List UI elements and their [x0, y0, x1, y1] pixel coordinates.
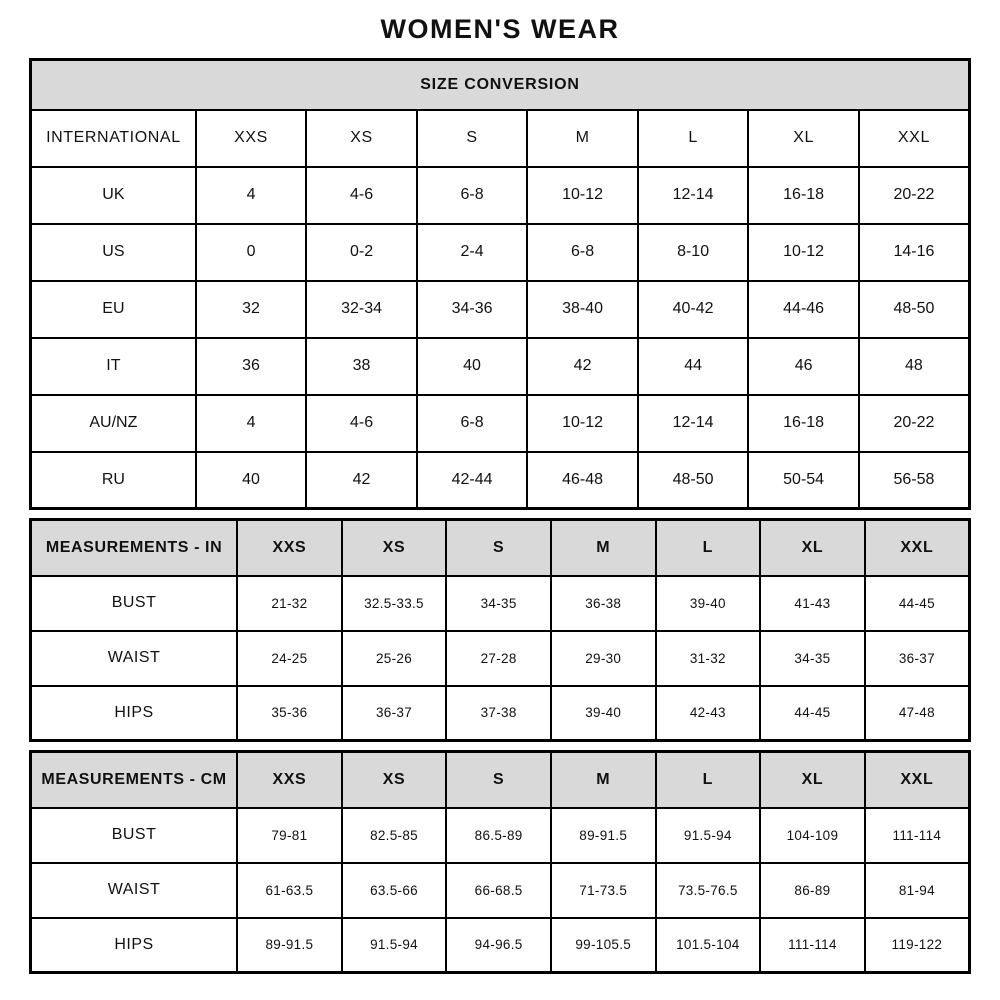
- measurements-in-row-cell: 39-40: [656, 576, 761, 631]
- measurements-in-row-cell: 27-28: [446, 631, 551, 686]
- measurements-cm-row-cell: 111-114: [865, 808, 970, 863]
- size-conversion-row: [31, 167, 970, 224]
- size-conversion-banner-row: [31, 60, 970, 110]
- size-conversion-row-cell: 4: [196, 395, 307, 452]
- size-conversion-row-cell: 4-6: [306, 167, 417, 224]
- size-conversion-row-cell: 32: [196, 281, 307, 338]
- size-conversion-row-label: AU/NZ: [31, 395, 196, 452]
- size-conversion-row-cell: 38-40: [527, 281, 638, 338]
- measurements-in-row-label: HIPS: [31, 686, 238, 741]
- measurements-cm-row-cell: 99-105.5: [551, 918, 656, 973]
- measurements-cm-row-cell: 86-89: [760, 863, 865, 918]
- size-conversion-row-cell: 4-6: [306, 395, 417, 452]
- size-conversion-row-cell: 2-4: [417, 224, 528, 281]
- page-title: WOMEN'S WEAR: [380, 14, 620, 44]
- measurements-in-row-cell: 39-40: [551, 686, 656, 741]
- measurements-in-size-header: L: [656, 520, 761, 576]
- measurements-cm-size-header: XXS: [237, 752, 342, 808]
- size-conversion-row-cell: 44-46: [748, 281, 859, 338]
- measurements-in-row-cell: 44-45: [865, 576, 970, 631]
- size-conversion-row: [31, 281, 970, 338]
- size-conversion-row-label: IT: [31, 338, 196, 395]
- size-conversion-row-cell: 6-8: [417, 395, 528, 452]
- measurements-cm-row-label: HIPS: [31, 918, 238, 973]
- measurements-cm-row-cell: 82.5-85: [342, 808, 447, 863]
- size-conversion-row-cell: 48: [859, 338, 970, 395]
- measurements-cm-row-cell: 101.5-104: [656, 918, 761, 973]
- measurements-cm-row: [31, 808, 970, 863]
- size-conversion-row-cell: 46-48: [527, 452, 638, 509]
- measurements-cm-row-cell: 66-68.5: [446, 863, 551, 918]
- measurements-in-row-label: WAIST: [31, 631, 238, 686]
- measurements-in-row: [31, 686, 970, 741]
- size-conversion-row-cell: 6-8: [527, 224, 638, 281]
- size-conversion-row-cell: 6-8: [417, 167, 528, 224]
- measurements-in-row-cell: 24-25: [237, 631, 342, 686]
- measurements-in-row-cell: 31-32: [656, 631, 761, 686]
- size-conversion-row: [31, 395, 970, 452]
- size-conversion-row-cell: 42: [306, 452, 417, 509]
- size-conversion-row-cell: 20-22: [859, 167, 970, 224]
- size-conversion-row-label: US: [31, 224, 196, 281]
- measurements-cm-row-label: WAIST: [31, 863, 238, 918]
- measurements-in-row-cell: 29-30: [551, 631, 656, 686]
- measurements-cm-row-cell: 81-94: [865, 863, 970, 918]
- size-conversion-row-cell: 40: [196, 452, 307, 509]
- size-conversion-row: [31, 452, 970, 509]
- size-conversion-row-cell: 10-12: [748, 224, 859, 281]
- size-conversion-row-cell: 20-22: [859, 395, 970, 452]
- measurements-cm-row-cell: 89-91.5: [551, 808, 656, 863]
- measurements-cm-row-cell: 91.5-94: [342, 918, 447, 973]
- size-conversion-size-header: M: [527, 110, 638, 167]
- size-conversion-first-column-header: INTERNATIONAL: [31, 110, 196, 167]
- size-conversion-row-cell: 50-54: [748, 452, 859, 509]
- size-conversion-size-header: XXS: [196, 110, 307, 167]
- size-conversion-table: [29, 58, 971, 510]
- measurements-cm-row-cell: 94-96.5: [446, 918, 551, 973]
- size-conversion-row-cell: 12-14: [638, 395, 749, 452]
- measurements-cm-size-header: L: [656, 752, 761, 808]
- measurements-in-row-cell: 34-35: [446, 576, 551, 631]
- measurements-cm-row-cell: 73.5-76.5: [656, 863, 761, 918]
- measurements-in-header-row: [31, 520, 970, 576]
- measurements-in-row-cell: 44-45: [760, 686, 865, 741]
- size-conversion-row-label: RU: [31, 452, 196, 509]
- measurements-cm-row-cell: 89-91.5: [237, 918, 342, 973]
- measurements-in-row-cell: 37-38: [446, 686, 551, 741]
- size-conversion-row-cell: 10-12: [527, 167, 638, 224]
- size-conversion-row-cell: 42-44: [417, 452, 528, 509]
- measurements-cm-row-cell: 119-122: [865, 918, 970, 973]
- measurements-cm-row-cell: 86.5-89: [446, 808, 551, 863]
- size-conversion-row-cell: 32-34: [306, 281, 417, 338]
- measurements-cm-row: [31, 918, 970, 973]
- measurements-in-size-header: M: [551, 520, 656, 576]
- measurements-in-row-cell: 47-48: [865, 686, 970, 741]
- size-conversion-row-cell: 34-36: [417, 281, 528, 338]
- measurements-cm-row-cell: 111-114: [760, 918, 865, 973]
- size-conversion-size-header: XS: [306, 110, 417, 167]
- size-conversion-row-cell: 8-10: [638, 224, 749, 281]
- measurements-in-row-label: BUST: [31, 576, 238, 631]
- measurements-in-size-header: XXS: [237, 520, 342, 576]
- measurements-in-table: [29, 518, 971, 742]
- measurements-in-row-cell: 34-35: [760, 631, 865, 686]
- measurements-in-row: [31, 576, 970, 631]
- size-conversion-size-header: L: [638, 110, 749, 167]
- measurements-in-row-cell: 41-43: [760, 576, 865, 631]
- size-conversion-row-cell: 0-2: [306, 224, 417, 281]
- measurements-cm-title: MEASUREMENTS - CM: [31, 752, 238, 808]
- measurements-in-row-cell: 25-26: [342, 631, 447, 686]
- measurements-in-size-header: XL: [760, 520, 865, 576]
- size-conversion-row-cell: 16-18: [748, 395, 859, 452]
- size-conversion-row-cell: 12-14: [638, 167, 749, 224]
- measurements-cm-row-cell: 63.5-66: [342, 863, 447, 918]
- measurements-in-row-cell: 36-37: [342, 686, 447, 741]
- size-conversion-row-cell: 46: [748, 338, 859, 395]
- size-conversion-row-cell: 48-50: [859, 281, 970, 338]
- measurements-in-title: MEASUREMENTS - IN: [31, 520, 238, 576]
- measurements-cm-header-row: [31, 752, 970, 808]
- size-conversion-row-label: EU: [31, 281, 196, 338]
- measurements-cm-size-header: S: [446, 752, 551, 808]
- measurements-cm-size-header: XL: [760, 752, 865, 808]
- measurements-in-size-header: XXL: [865, 520, 970, 576]
- size-conversion-size-header: XXL: [859, 110, 970, 167]
- measurements-cm-size-header: XXL: [865, 752, 970, 808]
- measurements-cm-row: [31, 863, 970, 918]
- size-conversion-size-header: XL: [748, 110, 859, 167]
- measurements-in-row-cell: 42-43: [656, 686, 761, 741]
- measurements-in-size-header: S: [446, 520, 551, 576]
- measurements-cm-row-cell: 91.5-94: [656, 808, 761, 863]
- size-conversion-row-cell: 42: [527, 338, 638, 395]
- size-conversion-banner: SIZE CONVERSION: [31, 60, 970, 110]
- size-conversion-row: [31, 338, 970, 395]
- size-conversion-row-cell: 14-16: [859, 224, 970, 281]
- measurements-cm-size-header: XS: [342, 752, 447, 808]
- measurements-cm-size-header: M: [551, 752, 656, 808]
- measurements-in-row-cell: 21-32: [237, 576, 342, 631]
- size-conversion-row: [31, 224, 970, 281]
- size-conversion-row-cell: 10-12: [527, 395, 638, 452]
- size-conversion-row-cell: 48-50: [638, 452, 749, 509]
- measurements-cm-row-label: BUST: [31, 808, 238, 863]
- measurements-in-row-cell: 35-36: [237, 686, 342, 741]
- measurements-cm-row-cell: 104-109: [760, 808, 865, 863]
- size-conversion-row-cell: 36: [196, 338, 307, 395]
- size-conversion-row-cell: 40-42: [638, 281, 749, 338]
- size-conversion-row-cell: 40: [417, 338, 528, 395]
- measurements-in-row-cell: 36-37: [865, 631, 970, 686]
- size-conversion-size-header: S: [417, 110, 528, 167]
- measurements-in-row-cell: 32.5-33.5: [342, 576, 447, 631]
- measurements-cm-row-cell: 61-63.5: [237, 863, 342, 918]
- size-conversion-row-cell: 44: [638, 338, 749, 395]
- size-conversion-row-cell: 16-18: [748, 167, 859, 224]
- size-conversion-header-row: [31, 110, 970, 167]
- measurements-in-row: [31, 631, 970, 686]
- size-conversion-row-cell: 56-58: [859, 452, 970, 509]
- measurements-cm-row-cell: 79-81: [237, 808, 342, 863]
- size-conversion-row-cell: 38: [306, 338, 417, 395]
- size-conversion-row-cell: 4: [196, 167, 307, 224]
- size-conversion-row-cell: 0: [196, 224, 307, 281]
- measurements-in-size-header: XS: [342, 520, 447, 576]
- size-conversion-row-label: UK: [31, 167, 196, 224]
- measurements-cm-table: [29, 750, 971, 974]
- measurements-in-row-cell: 36-38: [551, 576, 656, 631]
- measurements-cm-row-cell: 71-73.5: [551, 863, 656, 918]
